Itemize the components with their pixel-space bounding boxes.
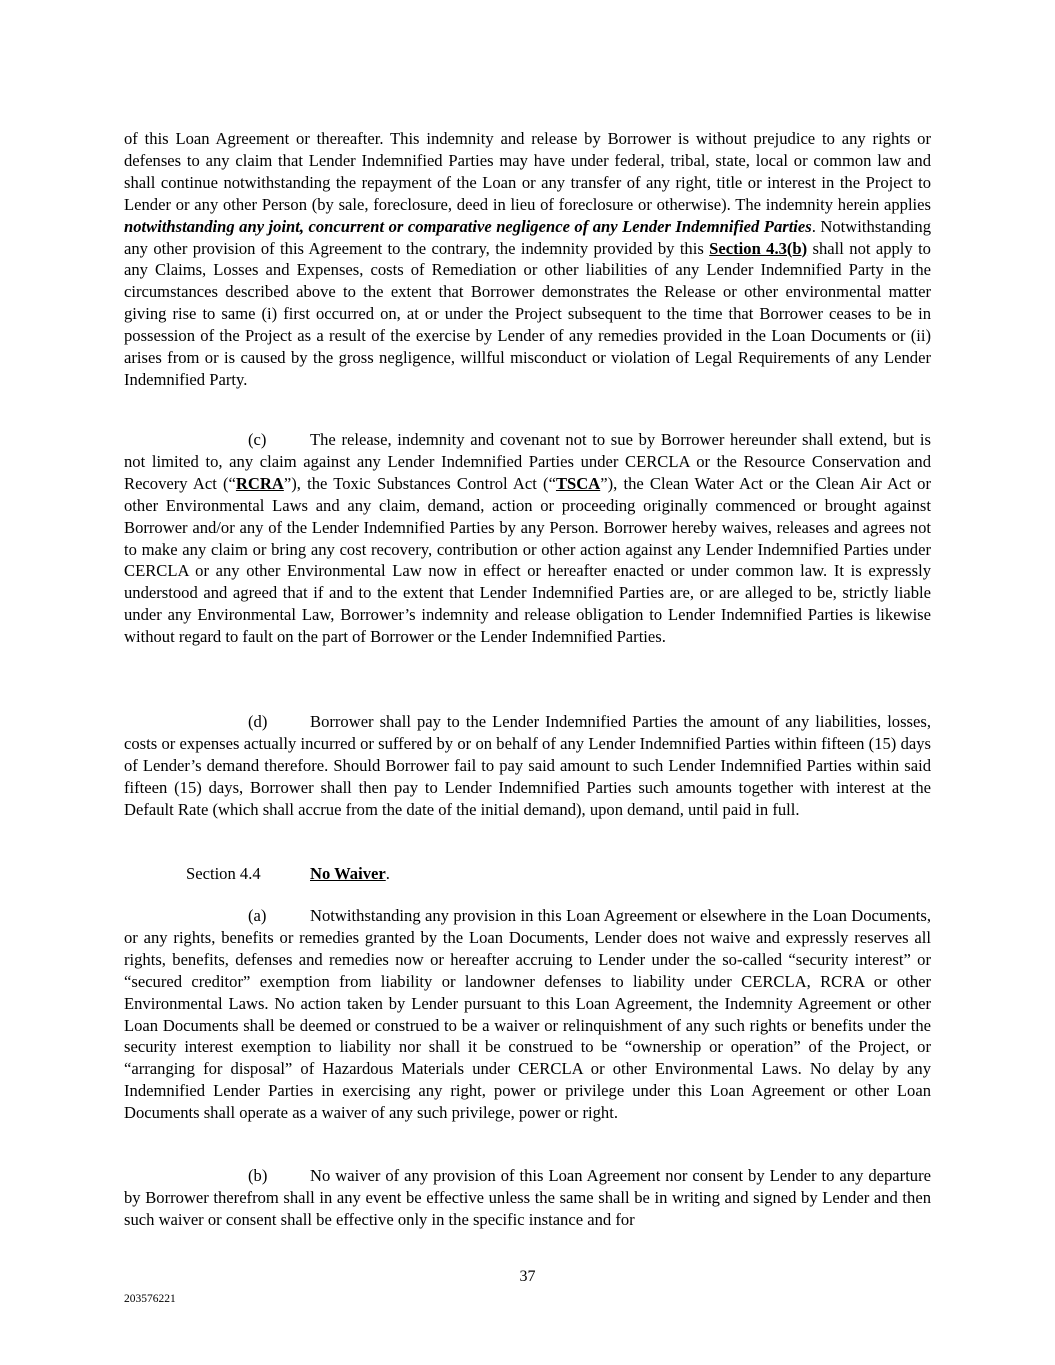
paragraph-label: (b) bbox=[248, 1166, 268, 1185]
section-heading: Section 4.4 No Waiver. bbox=[186, 864, 390, 883]
paragraph-b: (b) No waiver of any provision of this Loan Agreement nor consent by Lender to any departure by Borrower therefrom shall in any event be effective unless the same shall be in writing and signed by Lender and then such waiver or consent shall be effective only in the specific instance and for bbox=[124, 1166, 931, 1229]
paragraph-continuation: of this Loan Agreement or thereafter. This indemnity and release by Borrower is without prejudice to any rights or defenses to any claim that Lender Indemnified Parties may have under federal, tribal, state, local or common law and shall continue notwithstanding the repayment of the Loan or any transfer of any right, title or interest in the Project to Lender or any other Person (by sale, foreclosure, deed in lieu of foreclosure or otherwise). The indemnity herein applies notwithstanding any joint, concurrent or comparative negligence of any Lender Indemnified Parties. Notwithstanding any other provision of this Agreement to the contrary, the indemnity provided by this Section 4.3(b) shall not apply to any Claims, Losses and Expenses, costs of Remediation or other liabilities of any Lender Indemnified Party in the circumstances described above to the extent that Borrower demonstrates the Release or other environmental matter giving rise to same (i) first occurred on, at or under the Project subsequent to the time that Borrower ceases to be in possession of the Project as a result of the exercise by Lender of any remedies provided in the Loan Documents or (ii) arises from or is caused by the gross negligence, willful misconduct or violation of Legal Requirements of any Lender Indemnified Party. bbox=[124, 129, 932, 389]
paragraph-label: (d) bbox=[248, 712, 268, 731]
emphasis-text: notwithstanding any joint, concurrent or comparative negligence of any Lender Indemnified Parties bbox=[124, 216, 812, 236]
defined-term-tsca: TSCA bbox=[555, 473, 601, 493]
defined-term-rcra: RCRA bbox=[235, 473, 284, 493]
page-number: 37 bbox=[519, 1268, 536, 1285]
section-title: No Waiver bbox=[310, 864, 386, 883]
section-reference: Section 4.3(b) bbox=[709, 238, 808, 258]
paragraph-label: (c) bbox=[248, 430, 267, 449]
section-number: Section 4.4 bbox=[186, 864, 261, 883]
paragraph-c: (c) The release, indemnity and covenant not to sue by Borrower hereunder shall extend, but is not limited to, any claim against any Lender Indemnified Parties under CERCLA or the Resource Conservation and Recovery Act (“RCRA”), the Toxic Substances Control Act (“TSCA”), the Clean Water Act or the Clean Air Act or other Environmental Laws and any claim, demand, action or proceeding originally commenced or brought against Borrower and/or any of the Lender Indemnified Parties by any Person. Borrower hereby waives, releases and agrees not to make any claim or bring any cost recovery, contribution or other action against any Lender Indemnified Parties under CERCLA or any other Environmental Law now in effect or hereafter enacted or under common law. It is expressly understood and agreed that if and to the extent that Lender Indemnified Parties are, or are alleged to be, strictly liable under any Environmental Law, Borrower’s indemnity and release obligation to Lender Indemnified Parties is likewise without regard to fault on the part of Borrower or the Lender Indemnified Parties. bbox=[124, 430, 931, 647]
paragraph-a: (a) Notwithstanding any provision in this Loan Agreement or elsewhere in the Loan Documents, or any rights, benefits or remedies granted by the Loan Documents, Lender does not waive and expressly reserves all rights, benefits, defenses and remedies now or hereafter accruing to Lender under the so-called “security interest” or “secured creditor” exemption from liability or landowner defenses to liability under CERCLA, RCRA or other Environmental Laws. No action taken by Lender pursuant to this Loan Agreement, the Indemnity Agreement or other Loan Documents shall be deemed or construed to be a waiver or relinquishment of any such rights or benefits under the security interest exemption to liability nor shall it be construed to be “ownership or operation” of the Project, or “arranging for disposal” of Hazardous Materials under CERCLA or other Environmental Laws. No delay by any Indemnified Lender Parties in exercising any right, power or privilege under this Loan Agreement or other Loan Documents shall operate as a waiver of any such privilege, power or right. bbox=[124, 906, 931, 1123]
paragraph-d: (d) Borrower shall pay to the Lender Indemnified Parties the amount of any liabilities, losses, costs or expenses actually incurred or suffered by or on behalf of any Lender Indemnified Parties within fifteen (15) days of Lender’s demand therefore. Should Borrower fail to pay said amount to such Lender Indemnified Parties within said fifteen (15) days, Borrower shall then pay to Lender Indemnified Parties such amounts together with interest at the Default Rate (which shall accrue from the date of the initial demand), upon demand, until paid in full. bbox=[124, 712, 931, 819]
paragraph-label: (a) bbox=[248, 906, 267, 925]
document-id: 203576221 bbox=[124, 1293, 176, 1305]
